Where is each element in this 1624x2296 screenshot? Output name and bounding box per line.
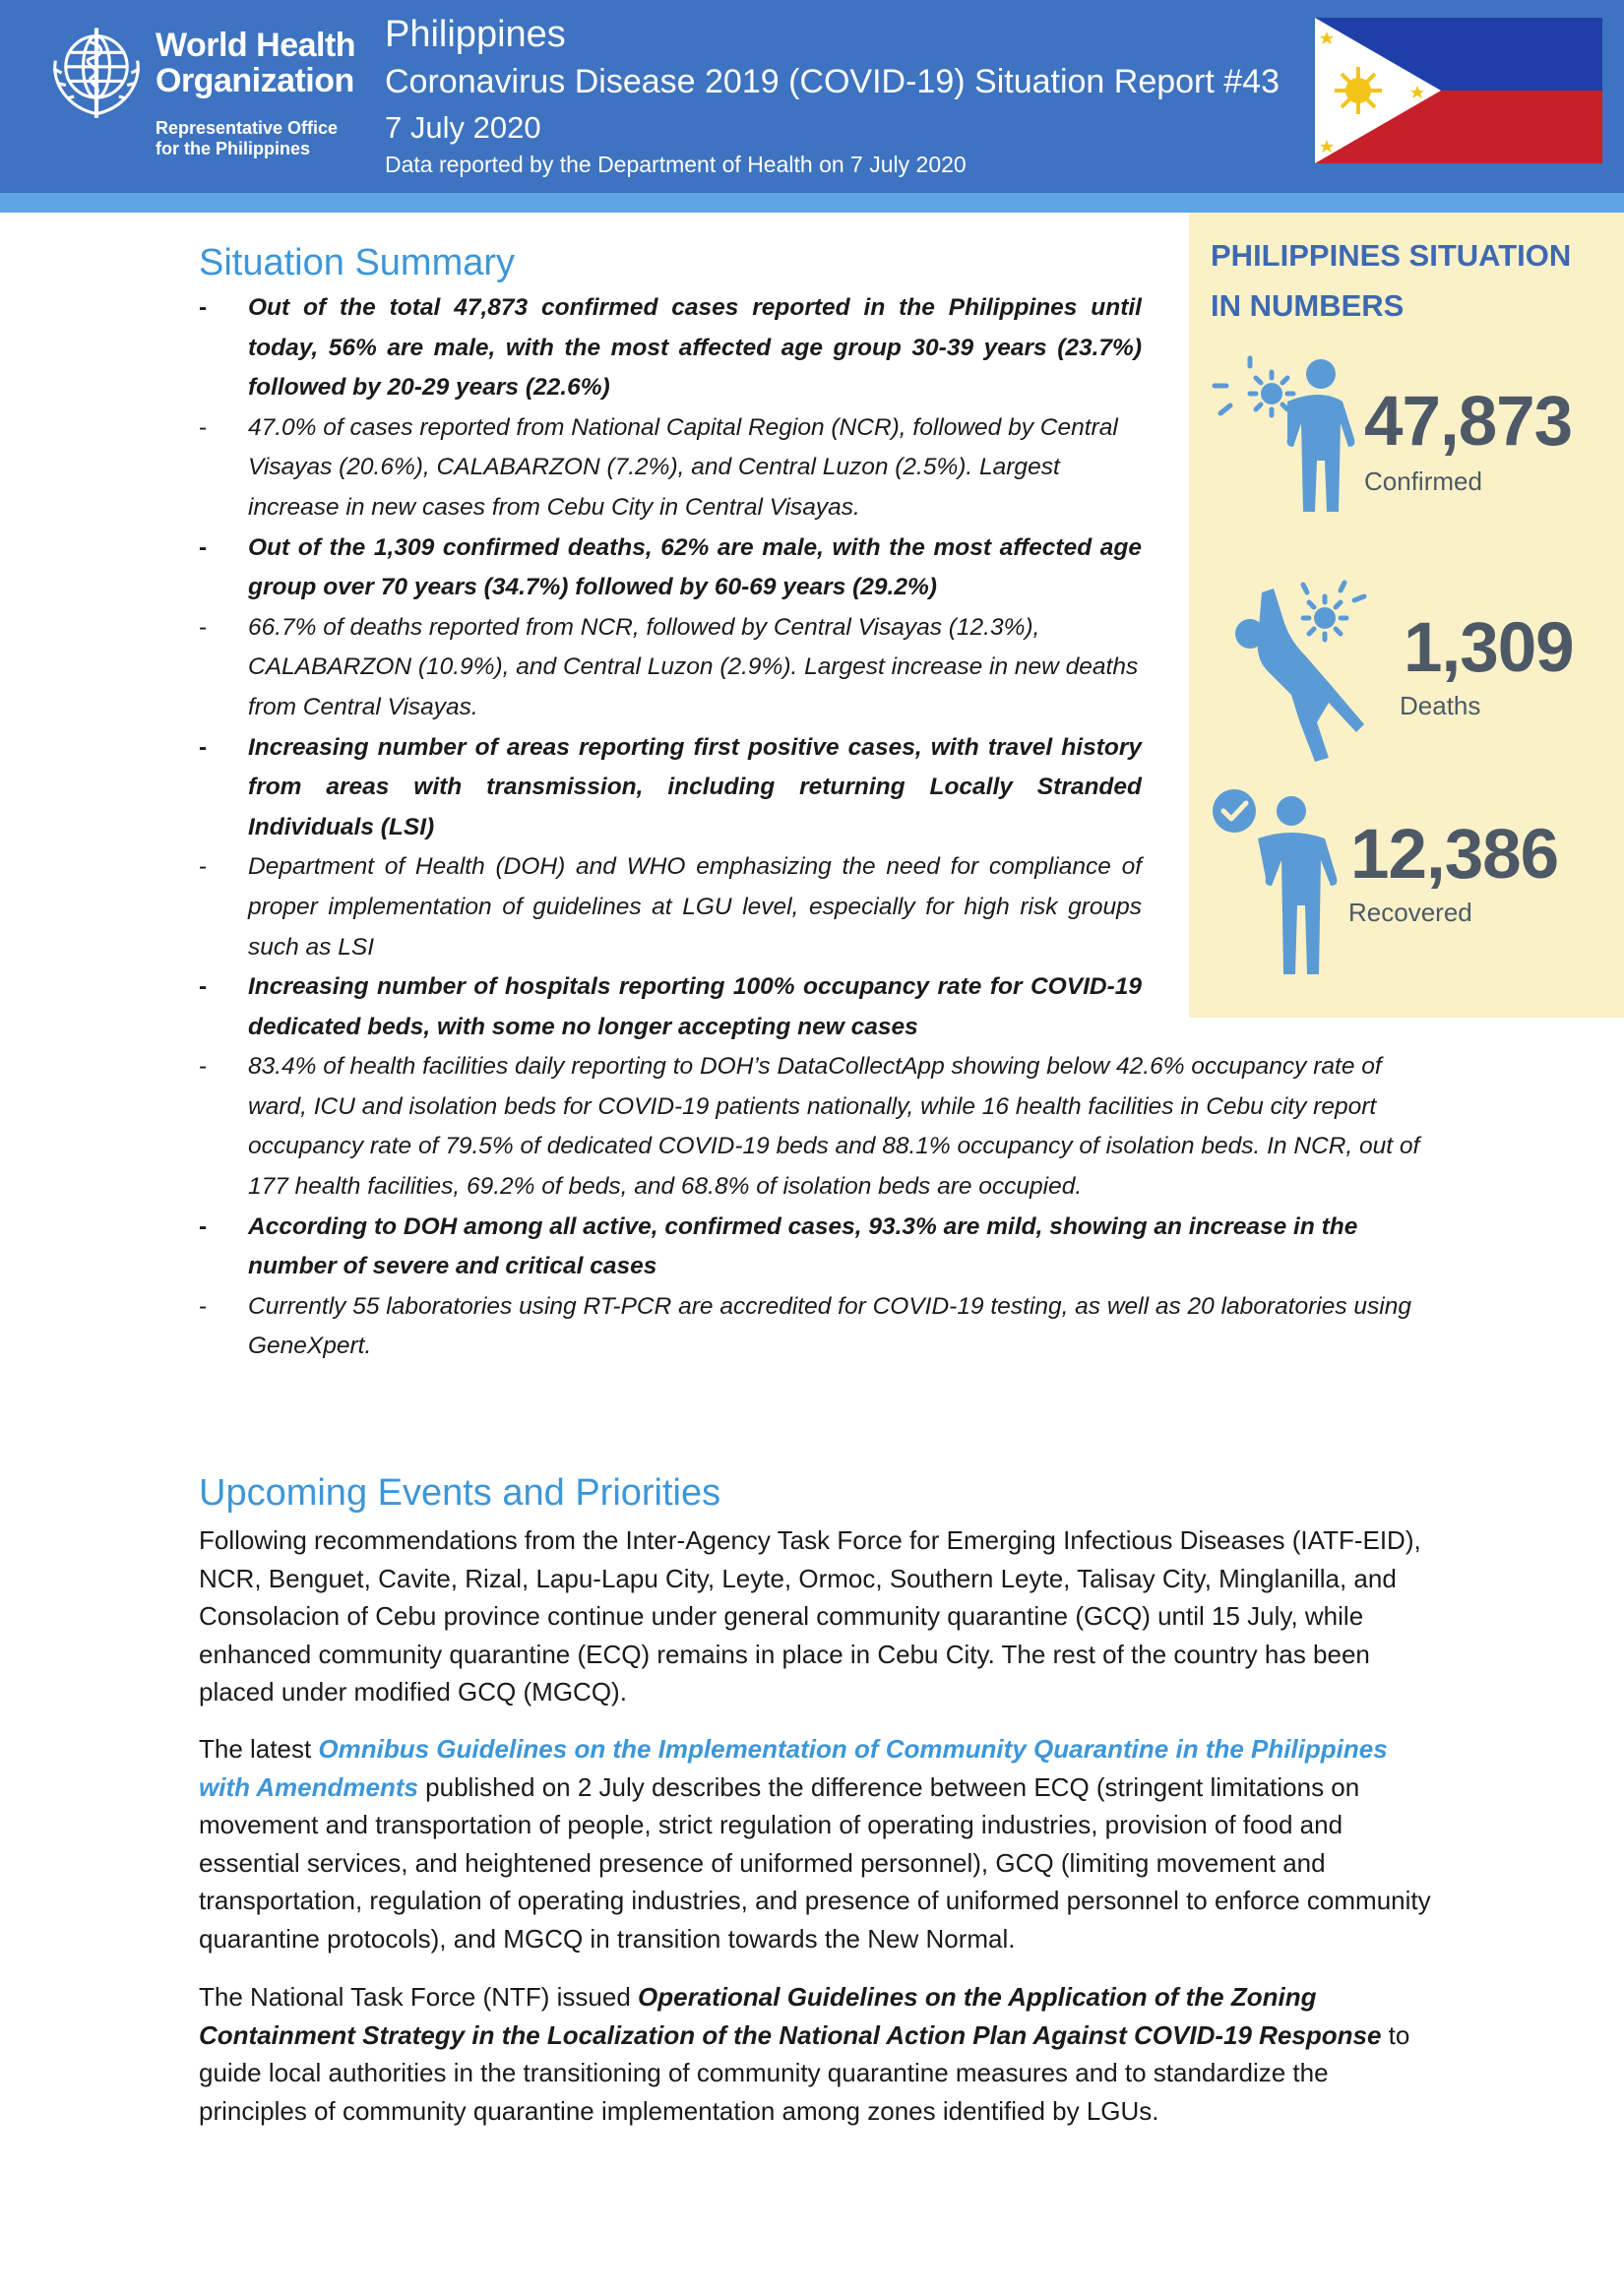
summary-item: - 66.7% of deaths reported from NCR, followed by Central Visayas (12.3%), CALABARZON (10.9%), and Central Luzon (2.9%). Largest increase in new deaths from Central Visayas. [199, 608, 1142, 728]
who-name-line1: World Health [156, 27, 356, 64]
situation-in-numbers-title [1211, 230, 1571, 331]
who-name-line2: Organization [156, 62, 354, 99]
deaths-falling-person-icon [1234, 577, 1392, 764]
header-stripe [0, 193, 1624, 213]
deaths-count: 1,309 [1404, 609, 1574, 687]
confirmed-person-virus-icon [1211, 344, 1358, 512]
sidebar-title-line1: PHILIPPINES SITUATION [1211, 238, 1572, 273]
who-office-line1: Representative Office [156, 118, 339, 138]
confirmed-label: Confirmed [1364, 466, 1482, 496]
recovered-label: Recovered [1348, 898, 1472, 927]
summary-item: - Increasing number of areas reporting first positive cases, with travel history from areas with transmission, including returning Locally Stranded Individuals (LSI) [199, 728, 1142, 848]
report-header [0, 0, 1624, 193]
summary-item: - Currently 55 laboratories using RT-PCR are accredited for COVID-19 testing, as well as 20 laboratories using GeneXpert. [199, 1287, 1441, 1367]
who-name [156, 28, 355, 98]
deaths-label: Deaths [1400, 691, 1481, 720]
recovered-person-check-icon [1211, 787, 1358, 984]
summary-item: - Increasing number of hospitals reporting 100% occupancy rate for COVID-19 dedicated beds, with some no longer accepting new cases [199, 967, 1142, 1047]
confirmed-count: 47,873 [1364, 383, 1573, 461]
events-paragraph-3-intro: The National Task Force (NTF) issued [199, 1982, 638, 2012]
summary-item: - Department of Health (DOH) and WHO emphasizing the need for compliance of proper implementation of guidelines at LGU level, especially for high risk groups such as LSI [199, 847, 1142, 967]
upcoming-events-title: Upcoming Events and Priorities [199, 1472, 721, 1514]
omnibus-guidelines-link[interactable]: Omnibus Guidelines on the Implementation of Community Quarantine in the Philippines with Amendments [199, 1734, 1388, 1802]
report-data-note: Data reported by the Department of Health on 7 July 2020 [385, 152, 967, 177]
events-paragraph-3-body: to guide local authorities in the transitioning of community quarantine measures and to standardize the principles of community quarantine implementation among zones identified by LGUs. [199, 2019, 1410, 2126]
events-paragraph-2-intro: The latest [199, 1734, 319, 1764]
events-paragraph-2 [199, 1730, 1441, 1957]
summary-item: - 83.4% of health facilities daily reporting to DOH’s DataCollectApp showing below 42.6% occupancy rate of ward, ICU and isolation beds for COVID-19 patients nationally, while 16 health facilities in Cebu city report occupancy rate of 79.5% of dedicated COVID-19 beds and 88.1% occupancy of isolation beds. In NCR, out of 177 health facilities, 69.2% of beds, and 68.8% of isolation beds are occupied. [199, 1047, 1441, 1207]
summary-item: - 47.0% of cases reported from National Capital Region (NCR), followed by Central Visayas (20.6%), CALABARZON (7.2%), and Central Luzon (2.5%). Largest increase in new cases from Cebu City in Central Visayas. [199, 408, 1142, 528]
who-office-line2: for the Philippines [156, 139, 311, 158]
sidebar-title-line2: IN NUMBERS [1211, 288, 1405, 323]
summary-item: - According to DOH among all active, confirmed cases, 93.3% are mild, showing an increase in the number of severe and critical cases [199, 1208, 1441, 1287]
philippines-flag-icon [1315, 18, 1602, 163]
who-emblem-icon [45, 20, 148, 122]
who-office [156, 118, 338, 159]
events-paragraph-3 [199, 1978, 1441, 2130]
operational-guidelines-title: Operational Guidelines on the Application of the Zoning Containment Strategy in the Localization of the National Action Plan Against COVID-19 Response [199, 1982, 1382, 2050]
report-country: Philippines [385, 14, 566, 55]
summary-item: - Out of the total 47,873 confirmed cases reported in the Philippines until today, 56% are male, with the most affected age group 30-39 years (23.7%) followed by 20-29 years (22.6%) [199, 288, 1142, 408]
summary-item: - Out of the 1,309 confirmed deaths, 62% are male, with the most affected age group over 70 years (34.7%) followed by 60-69 years (29.2%) [199, 528, 1142, 608]
situation-in-numbers-panel [1189, 213, 1624, 1018]
recovered-count: 12,386 [1350, 816, 1559, 894]
report-title: Coronavirus Disease 2019 (COVID-19) Situation Report #43 [385, 63, 1280, 100]
events-paragraph-2-body: published on 2 July describes the difference between ECQ (stringent limitations on movement and transportation of people, strict regulation of operating industries, provision of food and essential services, and heightened presence of uniformed personnel), GCQ (limiting movement and transportation, regulation of operating industries, and presence of uniformed personnel to enforce community quarantine protocols), and MGCQ in transition towards the New Normal. [199, 1771, 1431, 1954]
events-paragraph-1: Following recommendations from the Inter-Agency Task Force for Emerging Infectious Diseases (IATF-EID), NCR, Benguet, Cavite, Rizal, Lapu-Lapu City, Leyte, Ormoc, Southern Leyte, Talisay City, Minglanilla, and Consolacion of Cebu province continue under general community quarantine (GCQ) until 15 July, while enhanced community quarantine (ECQ) remains in place in Cebu City. The rest of the country has been placed under modified GCQ (MGCQ). [199, 1525, 1421, 1706]
report-date: 7 July 2020 [385, 110, 541, 145]
situation-summary-title: Situation Summary [199, 242, 516, 283]
